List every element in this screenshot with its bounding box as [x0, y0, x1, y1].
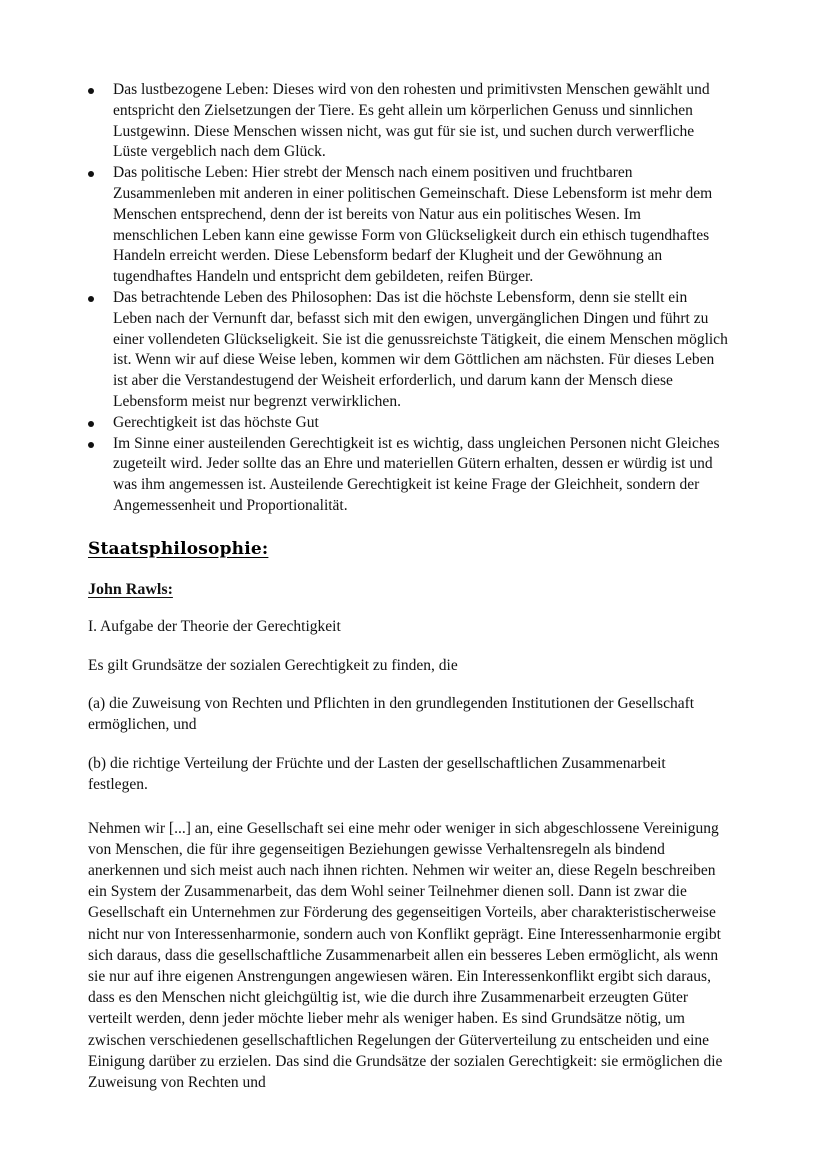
point-b-paragraph: (b) die richtige Verteilung der Früchte und der Lasten der gesellschaftlichen Zusammenarbeit festlegen. — [88, 754, 666, 793]
section-heading: Staatsphilosophie: — [88, 538, 269, 559]
bullet-list — [88, 80, 728, 517]
task-heading-paragraph: I. Aufgabe der Theorie der Gerechtigkeit — [88, 617, 341, 635]
main-paragraph: Nehmen wir [...] an, eine Gesellschaft sei eine mehr oder weniger in sich abgeschlossene Vereinigung von Menschen, die für ihre gegenseitigen Beziehungen gewisse Verhaltensregeln als bindend anerkennen und sich meist auch nach ihnen richten. Nehmen wir weiter an, diese Regeln beschreiben ein System der Zusammenarbeit, das dem Wohl seiner Teilnehmer dienen soll. Dann ist zwar die Gesellschaft ein Unternehmen zur Förderung des gegenseitigen Vorteils, aber charakteristischerweise nicht nur von Interessenharmonie, sondern auch von Konflikt geprägt. Eine Interessenharmonie ergibt sich daraus, dass die gesellschaftliche Zusammenarbeit allen ein besseres Leben ermöglicht, als wenn sie nur auf ihre eigenen Anstrengungen angewiesen wären. Ein Interessenkonflikt ergibt sich daraus, dass es den Menschen nicht gleichgültig ist, wie die durch ihre Zusammenarbeit erzeugten Güter verteilt werden, denn jeder möchte lieber mehr als weniger haben. Es sind Grundsätze nötig, um zwischen verschiedenen gesellschaftlichen Regelungen der Güterverteilung zu entscheiden und eine Einigung darüber zu erzielen. Das sind die Grundsätze der sozialen Gerechtigkeit: sie ermöglichen die Zuweisung von Rechten und — [88, 819, 723, 1091]
bullet-item-lustbezogenes-leben: Das lustbezogene Leben: Dieses wird von den rohesten und primitivsten Menschen gewählt und entspricht den Zielsetzungen der Tiere. Es geht allein um körperlichen Genuss und sinnlichen Lustgewinn. Diese Menschen wissen nicht, was gut für sie ist, und suchen durch verwerfliche Lüste vergeblich nach dem Glück. — [88, 80, 728, 163]
bullet-item-austeilende-gerechtigkeit: Im Sinne einer austeilenden Gerechtigkeit ist es wichtig, dass ungleichen Personen nicht Gleiches zugeteilt wird. Jeder sollte das an Ehre und materiellen Gütern erhalten, dessen er würdig ist und was ihm angemessen ist. Austeilende Gerechtigkeit ist keine Frage der Gleichheit, sondern der Angemessenheit und Proportionalität. — [88, 434, 728, 517]
author-heading: John Rawls: — [88, 580, 173, 598]
point-a-paragraph: (a) die Zuweisung von Rechten und Pflichten in den grundlegenden Institutionen der Gesellschaft ermöglichen, und — [88, 695, 695, 734]
intro-paragraph: Es gilt Grundsätze der sozialen Gerechtigkeit zu finden, die — [88, 656, 458, 674]
bullet-item-hoechstes-gut: Gerechtigkeit ist das höchste Gut — [88, 413, 728, 434]
bullet-item-politisches-leben: Das politische Leben: Hier strebt der Mensch nach einem positiven und fruchtbaren Zusammenleben mit anderen in einer politischen Gemeinschaft. Diese Lebensform ist mehr dem Menschen entsprechend, denn der ist bereits von Natur aus ein politisches Wesen. Im menschlichen Leben kann eine gewisse Form von Glückseligkeit durch ein ethisch tugendhaftes Handeln erreicht werden. Diese Lebensform bedarf der Klugheit und der Gewöhnung an tugendhaftes Handeln und entspricht dem gebildeten, reifen Bürger. — [88, 163, 728, 288]
bullet-item-betrachtendes-leben: Das betrachtende Leben des Philosophen: Das ist die höchste Lebensform, denn sie stellt ein Leben nach der Vernunft dar, befasst sich mit den ewigen, unvergänglichen Dingen und führt zu einer vollendeten Glückseligkeit. Sie ist die genussreichste Tätigkeit, die einem Menschen möglich ist. Wenn wir auf diese Weise leben, kommen wir dem Göttlichen am nächsten. Für dieses Leben ist aber die Verstandestugend der Weisheit erforderlich, und darum kann der Mensch diese Lebensform meist nur begrenzt verwirklichen. — [88, 288, 728, 413]
